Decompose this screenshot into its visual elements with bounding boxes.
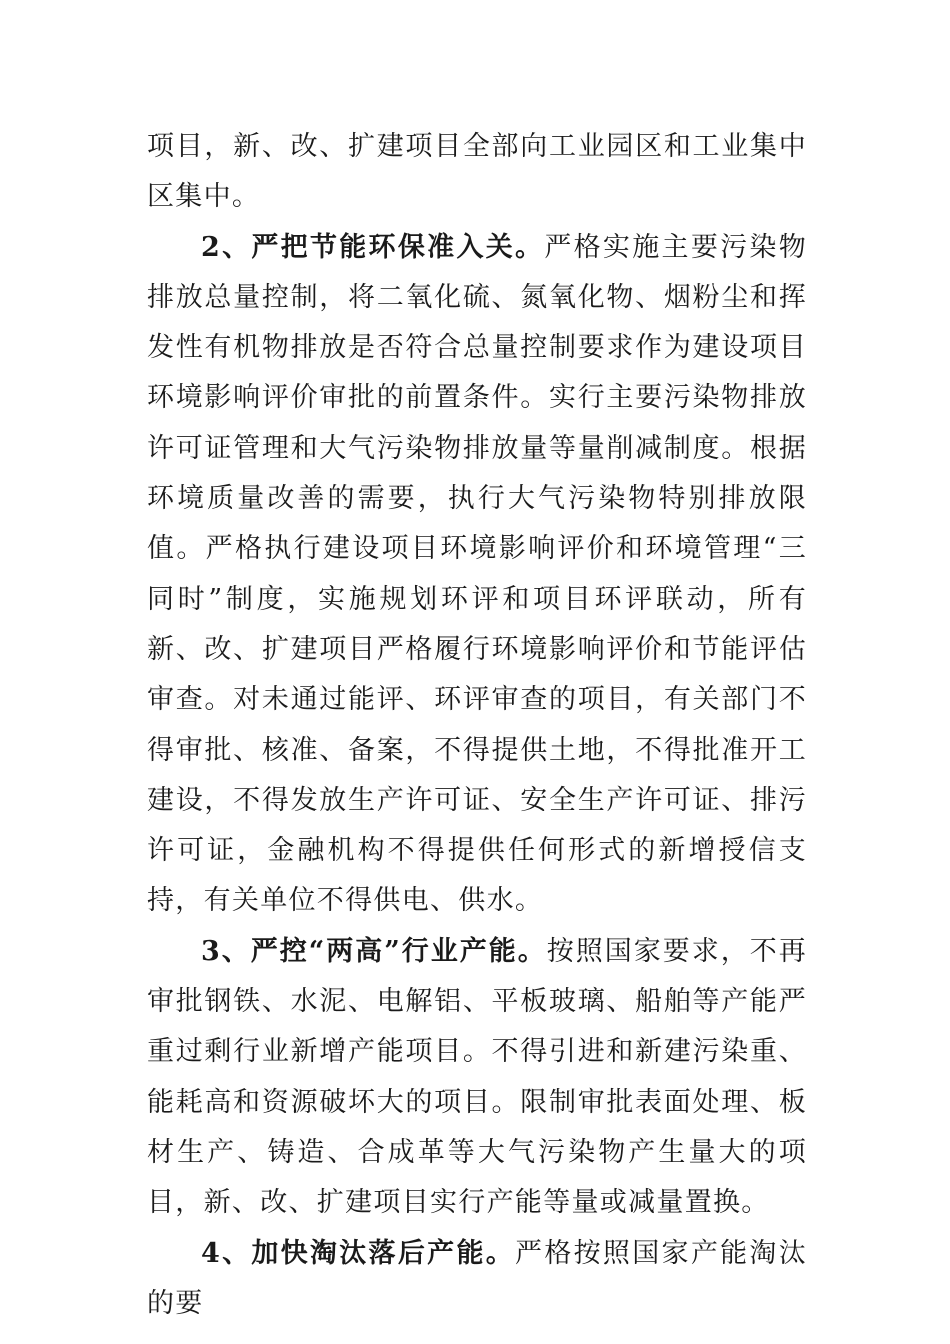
paragraph-heading: 4、加快淘汰落后产能。 [201, 1237, 516, 1269]
paragraph-continuation [147, 122, 807, 223]
paragraph-text: 按照国家要求，不再审批钢铁、水泥、电解铝、平板玻璃、船舶等产能严重过剩行业新增产能项目。不得引进和新建污染重、能耗高和资源破坏大的项目。限制审批表面处理、板材生产、铸造、合成革等大气污染物产生量大的项目，新、改、扩建项目实行产能等量或减量置换。 [147, 935, 808, 1219]
paragraph-text: 项目，新、改、扩建项目全部向工业园区和工业集中区集中。 [147, 131, 807, 213]
paragraph-text: 严格实施主要污染物排放总量控制，将二氧化硫、氮氧化物、烟粉尘和挥发性有机物排放是否符合总量控制要求作为建设项目环境影响评价审批的前置条件。实行主要污染物排放许可证管理和大气污染物排放量等量削减制度。根据环境质量改善的需要，执行大气污染物特别排放限值。严格执行建设项目环境影响评价和环境管理“三同时”制度，实施规划环评和项目环评联动，所有新、改、扩建项目严格履行环境影响评价和节能评估审查。对未通过能评、环评审查的项目，有关部门不得审批、核准、备案，不得提供土地，不得批准开工建设，不得发放生产许可证、安全生产许可证、排污许可证，金融机构不得提供任何形式的新增授信支持，有关单位不得供电、供水。 [147, 231, 808, 917]
paragraph-energy-environment-access [147, 223, 807, 927]
paragraph-heading: 3、严控“两高”行业产能。 [201, 935, 547, 967]
paragraph-eliminate-outdated-capacity [147, 1229, 807, 1330]
paragraph-text: 严格按照国家产能淘汰的要 [147, 1237, 808, 1319]
paragraph-heading: 2、严把节能环保准入关。 [201, 231, 545, 263]
paragraph-control-two-high-capacity [147, 927, 807, 1229]
document-body [147, 122, 807, 1329]
